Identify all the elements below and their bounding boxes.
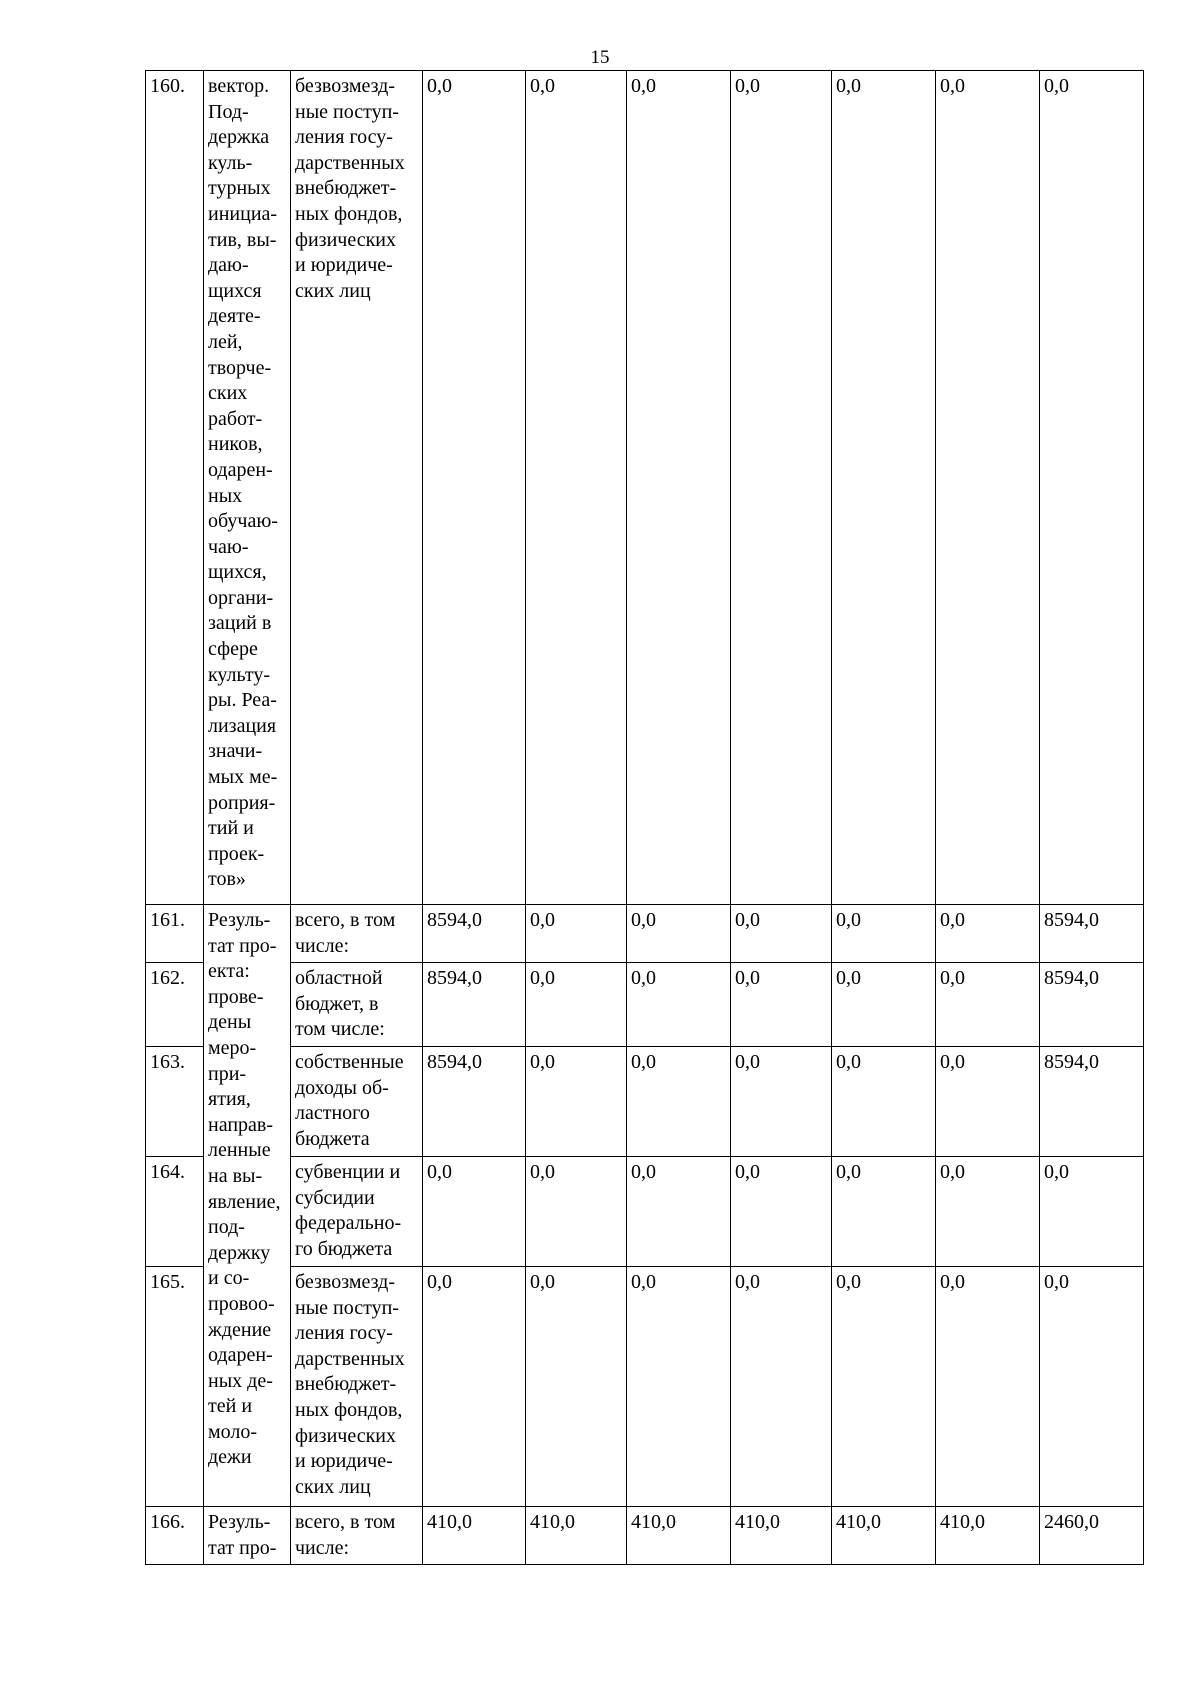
value-cell: 0,0 (936, 1157, 1040, 1267)
value-cell: 0,0 (423, 1157, 526, 1267)
value-cell: 0,0 (1040, 1267, 1144, 1507)
value-cell: 0,0 (1040, 1157, 1144, 1267)
value-cell: 0,0 (526, 1267, 627, 1507)
table-row (146, 1157, 1144, 1267)
value-cell: 0,0 (627, 1047, 731, 1157)
table-row (146, 1507, 1144, 1565)
value-cell: 0,0 (627, 905, 731, 963)
value-cell: 0,0 (423, 71, 526, 905)
value-cell: 410,0 (423, 1507, 526, 1565)
value-cell: 8594,0 (423, 1047, 526, 1157)
table-row (146, 963, 1144, 1047)
activity-name: Резуль- тат про- екта: прове- дены меро- при- ятия, направ- ленные на вы- явление, под- держку и со- провоo- ждение одарен- ных де- тей и моло- дежи (204, 905, 291, 1507)
page-number: 15 (590, 47, 610, 68)
value-cell: 0,0 (627, 963, 731, 1047)
funding-source: безвозмезд- ные поступ- ления госу- дарственных внебюджет- ных фондов, физических и юридиче- ских лиц (291, 71, 423, 905)
row-number: 165. (146, 1267, 204, 1507)
value-cell: 0,0 (526, 905, 627, 963)
value-cell: 0,0 (936, 71, 1040, 905)
value-cell: 8594,0 (423, 963, 526, 1047)
value-cell: 410,0 (936, 1507, 1040, 1565)
value-cell: 0,0 (627, 71, 731, 905)
value-cell: 0,0 (731, 1267, 832, 1507)
value-cell: 8594,0 (1040, 963, 1144, 1047)
value-cell: 0,0 (936, 1047, 1040, 1157)
value-cell: 0,0 (936, 963, 1040, 1047)
budget-table (145, 70, 1144, 1565)
funding-source: всего, в том числе: (291, 1507, 423, 1565)
funding-source: безвозмезд- ные поступ- ления госу- дарственных внебюджет- ных фондов, физических и юридиче- ских лиц (291, 1267, 423, 1507)
value-cell: 0,0 (832, 963, 936, 1047)
value-cell: 0,0 (423, 1267, 526, 1507)
value-cell: 410,0 (627, 1507, 731, 1565)
value-cell: 0,0 (526, 71, 627, 905)
table-row (146, 1267, 1144, 1507)
value-cell: 410,0 (731, 1507, 832, 1565)
value-cell: 0,0 (526, 963, 627, 1047)
row-number: 166. (146, 1507, 204, 1565)
value-cell: 410,0 (526, 1507, 627, 1565)
table-row (146, 905, 1144, 963)
value-cell: 0,0 (731, 1047, 832, 1157)
value-cell: 8594,0 (423, 905, 526, 963)
value-cell: 0,0 (627, 1157, 731, 1267)
funding-source: областной бюджет, в том числе: (291, 963, 423, 1047)
value-cell: 8594,0 (1040, 905, 1144, 963)
row-number: 163. (146, 1047, 204, 1157)
funding-source: субвенции и субсидии федерально- го бюджета (291, 1157, 423, 1267)
value-cell: 0,0 (731, 71, 832, 905)
activity-name: Резуль- тат про- (204, 1507, 291, 1565)
value-cell: 0,0 (832, 905, 936, 963)
row-number: 162. (146, 963, 204, 1047)
value-cell: 0,0 (832, 71, 936, 905)
value-cell: 0,0 (526, 1157, 627, 1267)
value-cell: 2460,0 (1040, 1507, 1144, 1565)
value-cell: 0,0 (731, 905, 832, 963)
value-cell: 0,0 (731, 963, 832, 1047)
activity-name: вектор. Под- держка куль- турных инициа- тив, вы- даю- щихся деяте- лей, творче- ских работ- ников, одарен- ных обучаю- чаю- щихся, органи- заций в сфере культу- ры. Реа- лизация значи- мых ме- роприя- тий и проек- тов» (204, 71, 291, 905)
table-row (146, 71, 1144, 905)
row-number: 161. (146, 905, 204, 963)
value-cell: 0,0 (731, 1157, 832, 1267)
value-cell: 0,0 (832, 1267, 936, 1507)
value-cell: 0,0 (936, 1267, 1040, 1507)
row-number: 164. (146, 1157, 204, 1267)
table-row (146, 1047, 1144, 1157)
value-cell: 8594,0 (1040, 1047, 1144, 1157)
value-cell: 0,0 (1040, 71, 1144, 905)
value-cell: 0,0 (832, 1157, 936, 1267)
value-cell: 410,0 (832, 1507, 936, 1565)
row-number: 160. (146, 71, 204, 905)
funding-source: собственные доходы об- ластного бюджета (291, 1047, 423, 1157)
funding-source: всего, в том числе: (291, 905, 423, 963)
value-cell: 0,0 (627, 1267, 731, 1507)
value-cell: 0,0 (832, 1047, 936, 1157)
value-cell: 0,0 (936, 905, 1040, 963)
value-cell: 0,0 (526, 1047, 627, 1157)
